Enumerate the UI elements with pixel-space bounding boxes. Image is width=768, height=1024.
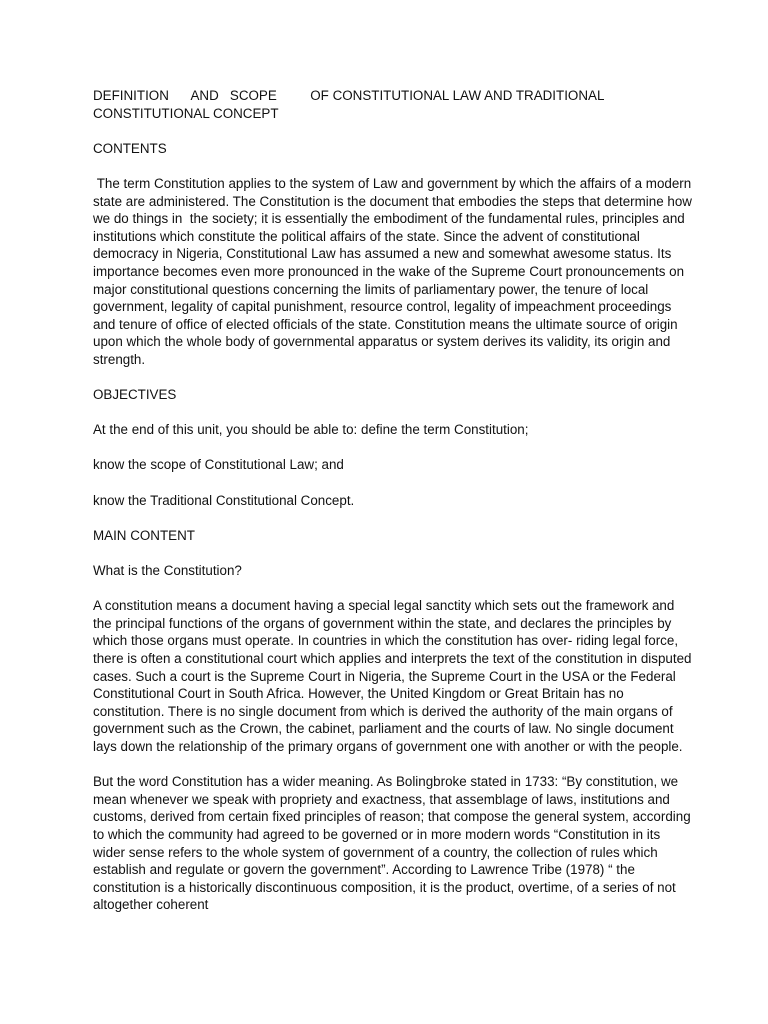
body-paragraph-1: A constitution means a document having a special legal sanctity which sets out the framework and the principal functions of the organs of government within the state, and declares the principles by which those organs must operate. In countries in which the constitution has over- riding legal force, there is often a constitutional court which applies and interprets the text of the constitution in disputed cases. Such a court is the Supreme Court in Nigeria, the Supreme Court in the USA or the Federal Constitutional Court in South Africa. However, the United Kingdom or Great Britain has no constitution. There is no single document from which is derived the authority of the main organs of government such as the Crown, the cabinet, parliament and the courts of law. No single document lays down the relationship of the primary organs of government one with another or with the people. [93,598,692,754]
contents-heading: CONTENTS [93,140,167,156]
section-question-heading: What is the Constitution? [93,563,242,579]
document-body [93,87,696,932]
objective-item-2: know the scope of Constitutional Law; and [93,457,344,473]
intro-paragraph: The term Constitution applies to the system of Law and government by which the affairs of a modern state are administered. The Constitution is the document that embodies the steps that determine how we do things in the society; it is essentially the embodiment of the fundamental rules, principles and institutions which constitute the political affairs of the state. Since the advent of constitutional democracy in Nigeria, Constitutional Law has assumed a new and somewhat awesome status. Its importance becomes even more pronounced in the wake of the Supreme Court pronouncements on major constitutional questions concerning the limits of parliamentary power, the tenure of local government, legality of capital punishment, resource control, legality of impeachment proceedings and tenure of office of elected officials of the state. Constitution means the ultimate source of origin upon which the whole body of governmental apparatus or system derives its validity, its origin and strength. [93,175,696,367]
document-title [93,87,693,122]
title-line-2: CONSTITUTIONAL CONCEPT [93,105,279,121]
body-paragraph-2: But the word Constitution has a wider meaning. As Bolingbroke stated in 1733: “By constitution, we mean whenever we speak with propriety and exactness, that assemblage of laws, institutions and customs, derived from certain fixed principles of reason; that compose the general system, according to which the community had agreed to be governed or in more modern words “Constitution in its wider sense refers to the whole system of government of a country, the collection of rules which establish and regulate or govern the government”. According to Lawrence Tribe (1978) “ the constitution is a historically discontinuous composition, it is the product, overtime, of a series of not altogether coherent [93,774,691,913]
title-line-1: DEFINITION AND SCOPE OF CONSTITUTIONAL LAW AND TRADITIONAL [93,88,605,103]
objective-item-1: At the end of this unit, you should be able to: define the term Constitution; [93,422,529,438]
objective-item-3: know the Traditional Constitutional Concept. [93,492,355,508]
main-content-heading: MAIN CONTENT [93,527,195,543]
objectives-heading: OBJECTIVES [93,387,177,403]
